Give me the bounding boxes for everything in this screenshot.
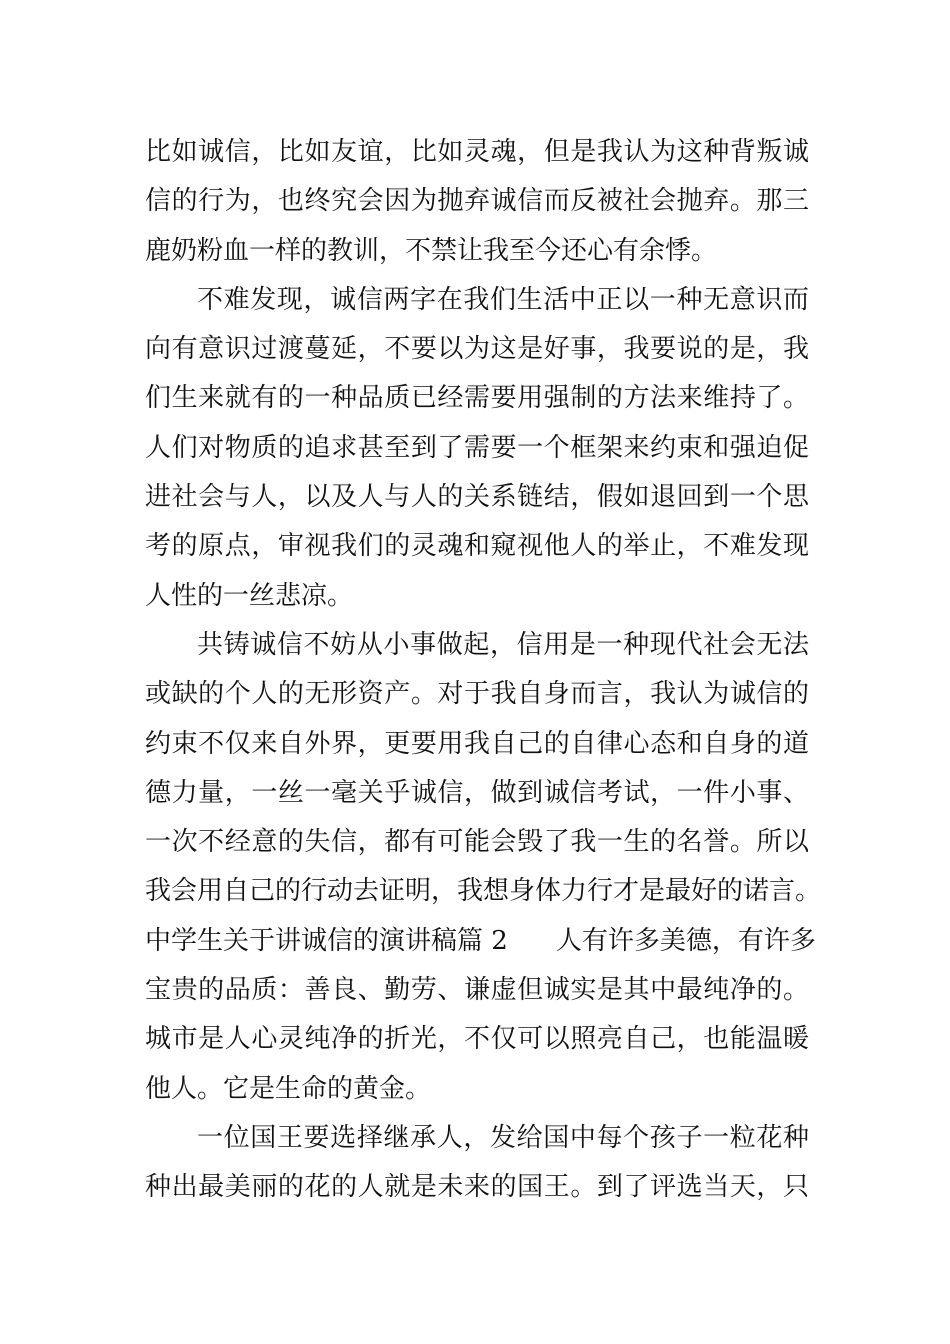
text-line: 我会用自己的行动去证明，我想身体力行才是最好的诺言。 <box>145 876 822 907</box>
text-line: 向有意识过渡蔓延，不要以为这是好事，我要说的是，我 <box>145 334 809 365</box>
section-title-line <box>145 917 816 966</box>
document-body <box>145 128 822 1213</box>
text-line: 一位国王要选择继承人，发给国中每个孩子一粒花种 <box>197 1122 809 1153</box>
text-line: 信的行为，也终究会因为抛弃诚信而反被社会抛弃。那三 <box>145 186 809 217</box>
text-line: 一次不经意的失信，都有可能会毁了我一生的名誉。所以 <box>145 827 809 858</box>
text-line: 人性的一丝悲凉。 <box>145 580 354 611</box>
text-line: 德力量，一丝一毫关乎诚信，做到诚信考试，一件小事、 <box>145 777 809 808</box>
text-line: 他人。它是生命的黄金。 <box>145 1073 432 1104</box>
section-title: 中学生关于讲诚信的演讲稿篇 2 <box>145 925 508 956</box>
text-line: 比如诚信，比如友谊，比如灵魂，但是我认为这种背叛诚 <box>145 137 809 167</box>
text-line: 鹿奶粉血一样的教训，不禁让我至今还心有余悸。 <box>145 235 718 266</box>
text-line: 们生来就有的一种品质已经需要用强制的方法来维持了。 <box>145 383 809 414</box>
text-line: 或缺的个人的无形资产。对于我自身而言，我认为诚信的 <box>145 679 809 710</box>
text-line: 种出最美丽的花的人就是未来的国王。到了评选当天，只 <box>145 1172 809 1203</box>
text-line: 人有许多美德，有许多 <box>555 925 816 956</box>
text-line: 进社会与人，以及人与人的关系链结，假如退回到一个思 <box>145 482 809 513</box>
text-line: 城市是人心灵纯净的折光，不仅可以照亮自己，也能温暖 <box>145 1024 809 1055</box>
text-line: 考的原点，审视我们的灵魂和窥视他人的举止，不难发现 <box>145 531 809 562</box>
text-line: 人们对物质的追求甚至到了需要一个框架来约束和强迫促 <box>145 432 809 463</box>
text-line: 共铸诚信不妨从小事做起，信用是一种现代社会无法 <box>197 629 809 660</box>
text-line: 约束不仅来自外界，更要用我自己的自律心态和自身的道 <box>145 728 809 759</box>
text-line: 宝贵的品质：善良、勤劳、谦虚但诚实是其中最纯净的。 <box>145 975 809 1006</box>
text-line: 不难发现，诚信两字在我们生活中正以一种无意识而 <box>197 284 809 315</box>
